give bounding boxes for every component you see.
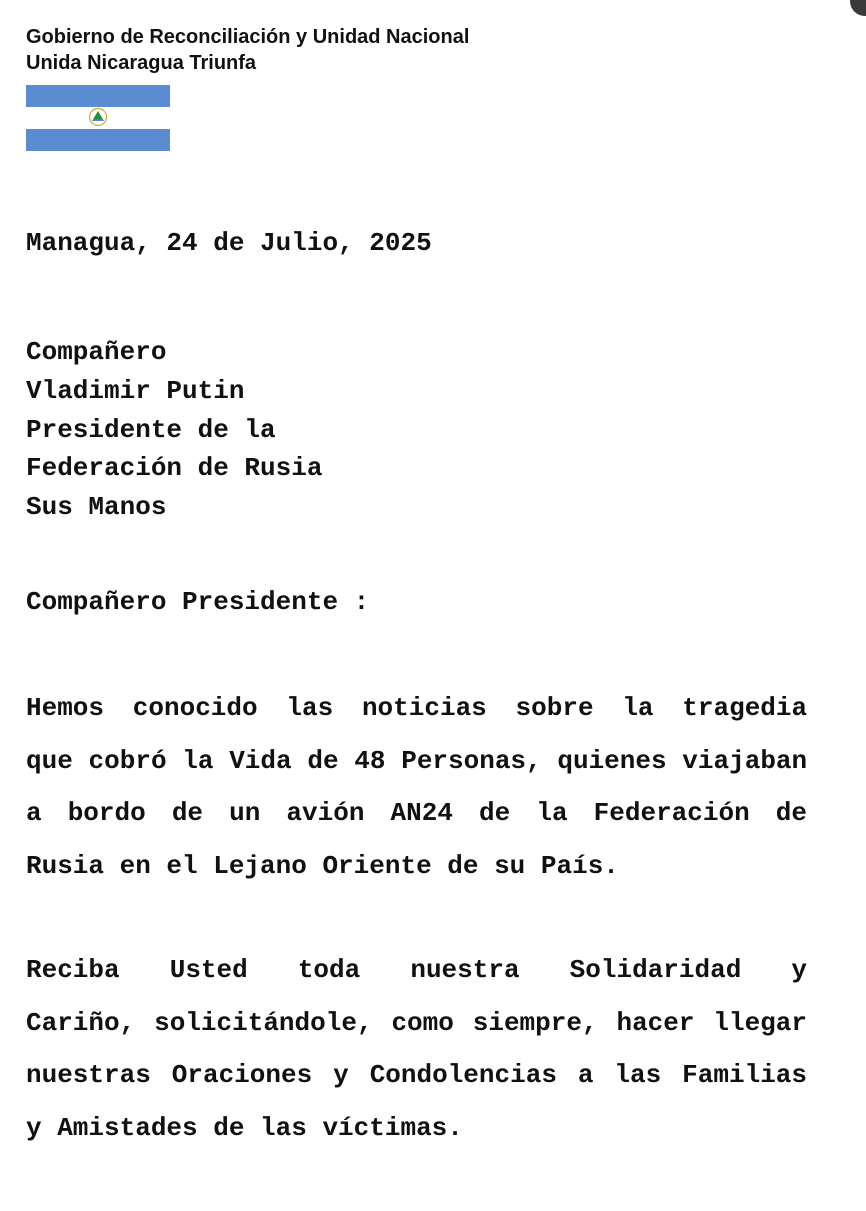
coat-of-arms-icon [88, 107, 108, 127]
addressee-block [26, 333, 322, 527]
paragraph-line: Rusia en el Lejano Oriente de su País. [26, 850, 619, 881]
letter-date: Managua, 24 de Julio, 2025 [26, 228, 432, 258]
letterhead-government-name: Gobierno de Reconciliación y Unidad Nacional [26, 26, 470, 48]
paragraph-solidarity [26, 944, 807, 1154]
paragraph-line: nuestras Oraciones y Condolencias a las Familias [26, 1060, 807, 1090]
salutation: Compañero Presidente : [26, 587, 370, 617]
paragraph-line: a bordo de un avión AN24 de la Federación de [26, 798, 807, 828]
paragraph-line: Hemos conocido las noticias sobre la tragedia [26, 693, 808, 723]
flag-stripe-top [26, 85, 170, 107]
flag-stripe-bottom [26, 129, 170, 151]
paragraph-line: y Amistades de las víctimas. [26, 1112, 463, 1143]
nicaragua-flag-icon [26, 85, 170, 151]
addressee-line: Federación de Rusia [26, 453, 323, 484]
paragraph-line: Reciba Usted toda nuestra Solidaridad y [26, 955, 807, 985]
letterhead [26, 24, 469, 76]
paragraph-line: Cariño, solicitándole, como siempre, hacer llegar [26, 1007, 807, 1038]
paragraph-condolence-news [26, 682, 807, 892]
addressee-line: Compañero [26, 337, 167, 367]
addressee-line: Presidente de la [26, 414, 276, 445]
paragraph-line: que cobró la Vida de 48 Personas, quienes viajaban [26, 745, 808, 776]
corner-scroll-indicator [850, 0, 866, 16]
addressee-line: Sus Manos [26, 492, 167, 523]
addressee-line: Vladimir Putin [26, 375, 245, 406]
letterhead-slogan: Unida Nicaragua Triunfa [26, 52, 257, 74]
